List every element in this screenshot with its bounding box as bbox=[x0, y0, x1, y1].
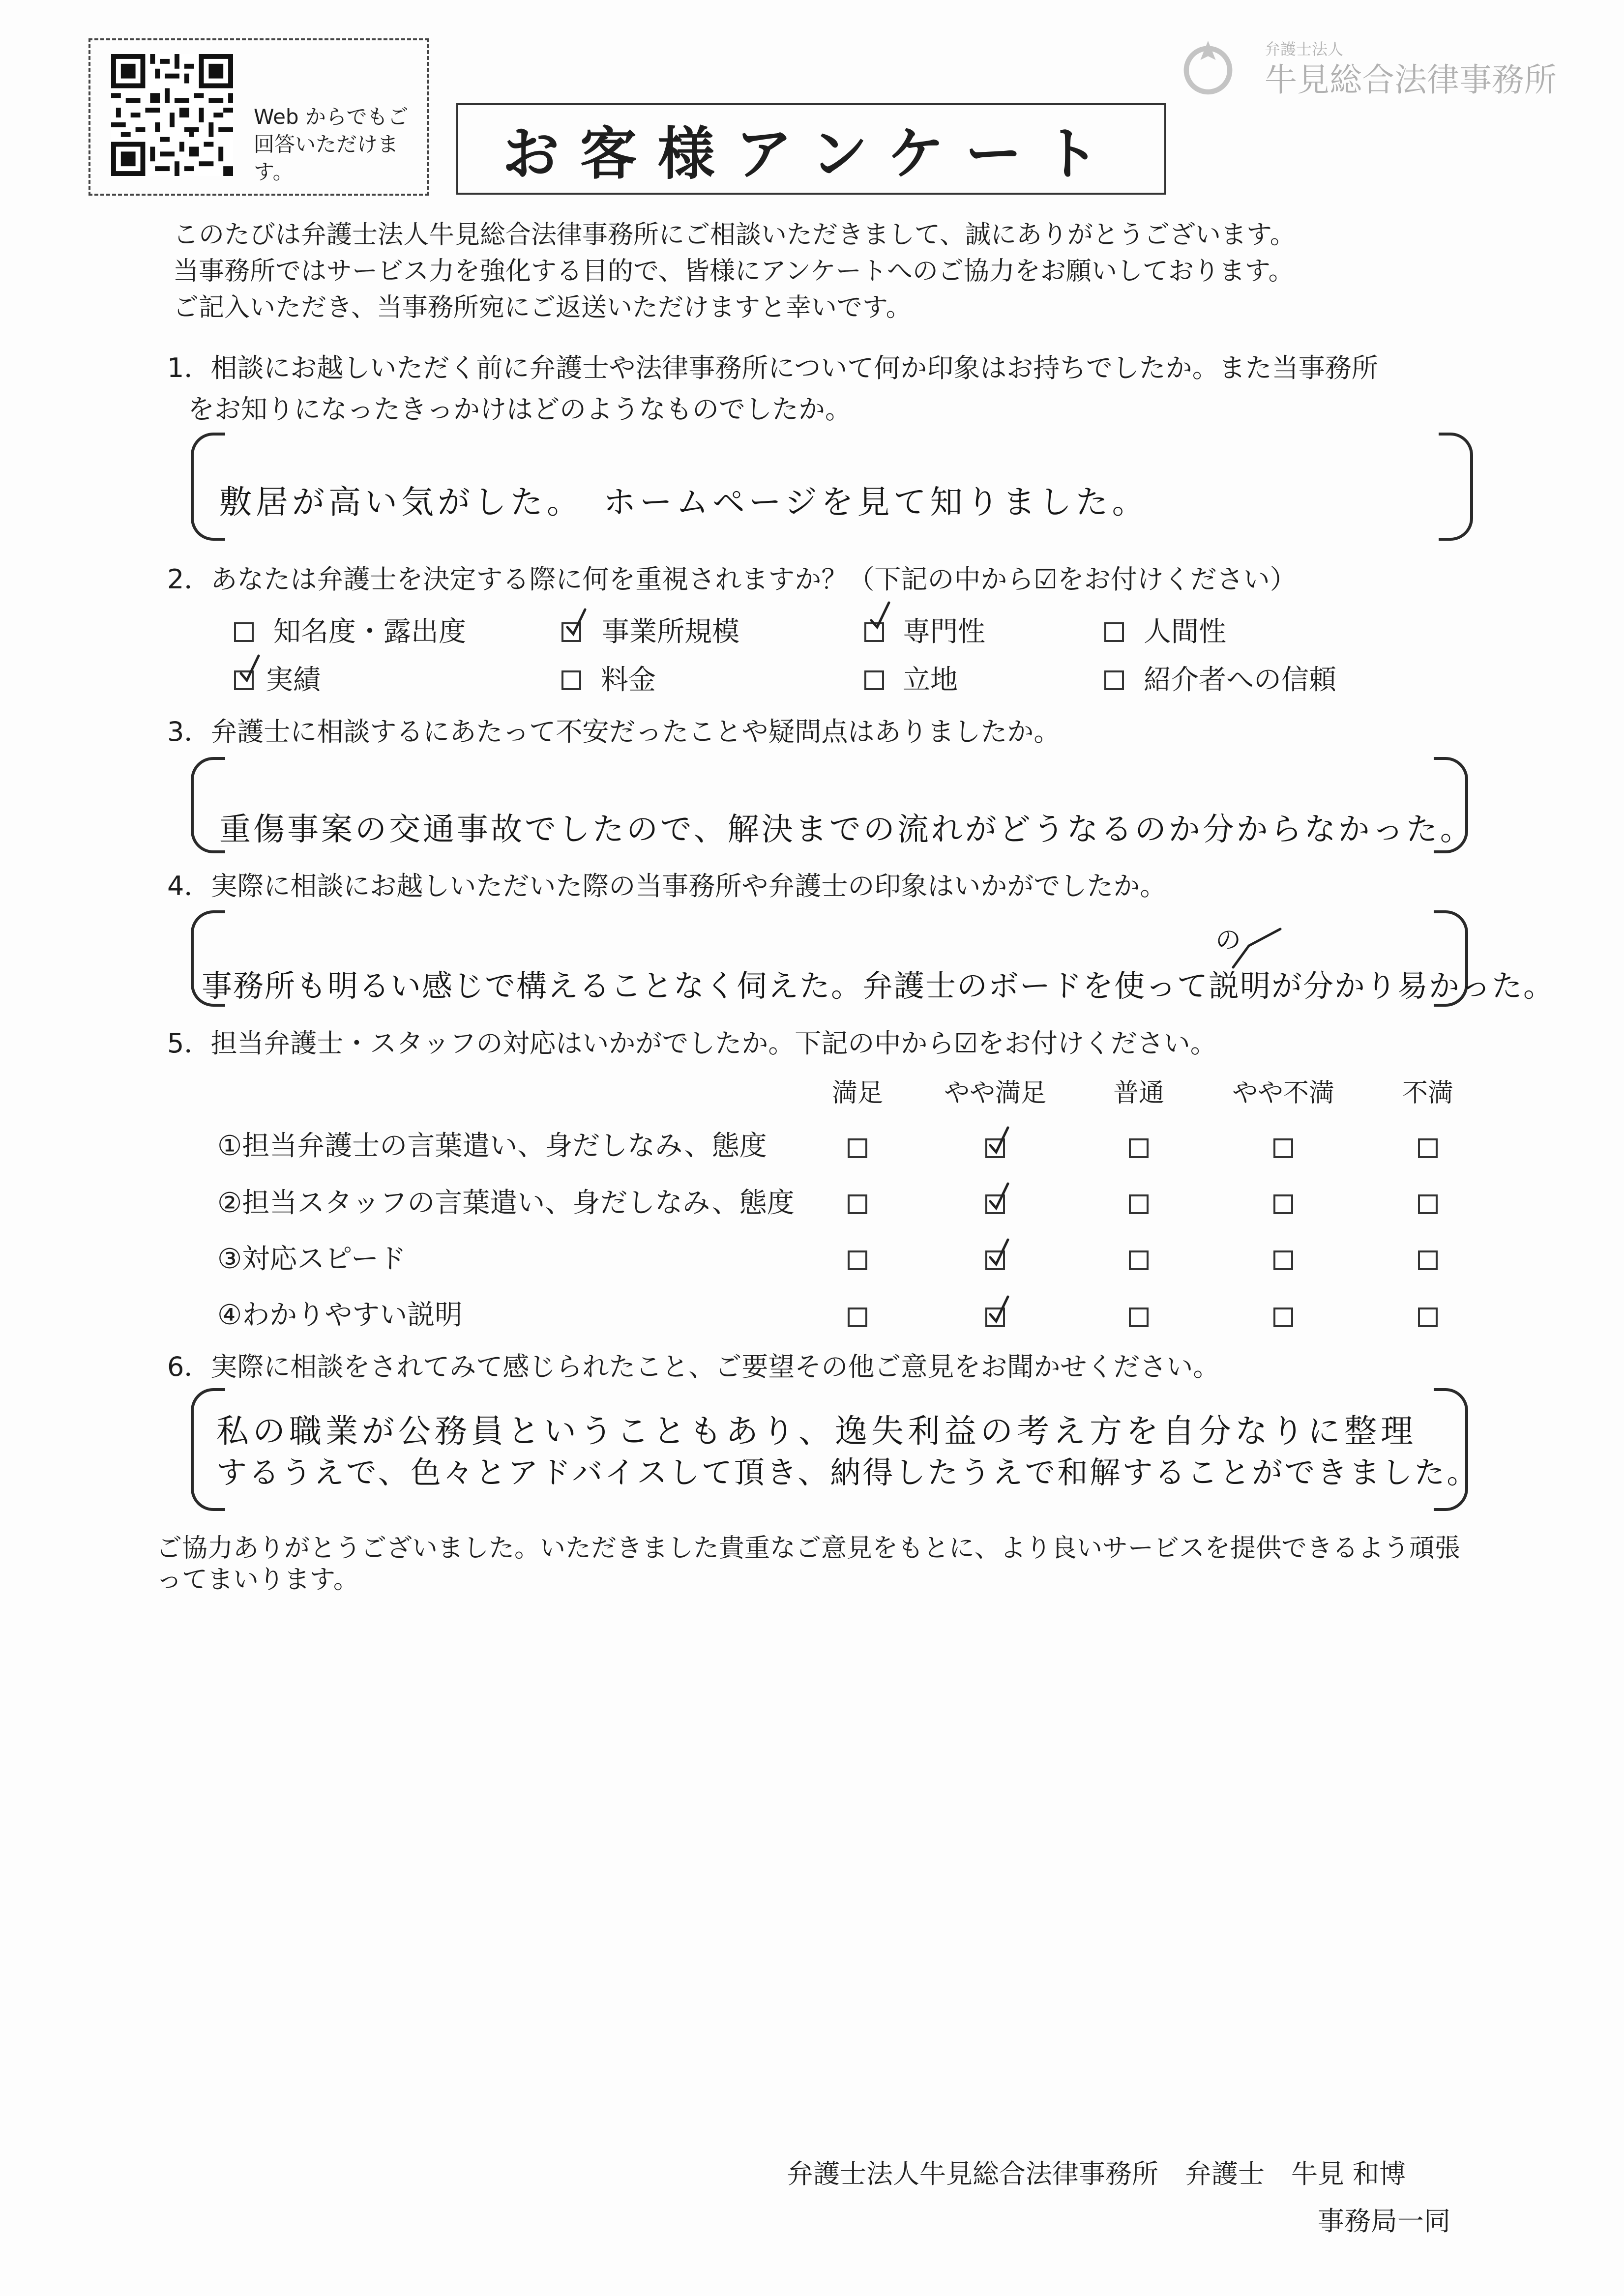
rating-checkbox[interactable] bbox=[848, 1250, 867, 1270]
option-label: 料金 bbox=[601, 664, 656, 696]
option-label: 実績 bbox=[266, 664, 321, 696]
rating-checkbox[interactable] bbox=[1273, 1308, 1293, 1327]
option-checkbox-fee[interactable] bbox=[561, 670, 581, 690]
option-checkbox-personality[interactable] bbox=[1104, 622, 1124, 642]
rating-checkbox[interactable] bbox=[1418, 1250, 1438, 1270]
option-label: 事業所規模 bbox=[602, 616, 739, 648]
question-5-text: 5．担当弁護士・スタッフの対応はいかがでしたか。下記の中から☑をお付けください。 bbox=[167, 1028, 1217, 1059]
check-mark-icon bbox=[988, 1238, 1010, 1267]
rating-row-label: ④わかりやすい説明 bbox=[217, 1299, 463, 1331]
question-4-text: 4．実際に相談にお越しいただいた際の当事務所や弁護士の印象はいかがでしたか。 bbox=[167, 871, 1167, 901]
option-label: 知名度・露出度 bbox=[273, 616, 466, 648]
qr-code-icon[interactable] bbox=[111, 54, 233, 176]
rating-checkbox[interactable] bbox=[848, 1194, 867, 1214]
answer-1-bracket-right bbox=[1439, 433, 1473, 541]
check-mark-icon bbox=[869, 601, 891, 630]
rating-row-label: ③対応スピード bbox=[217, 1243, 406, 1275]
option-label: 紹介者への信頼 bbox=[1144, 664, 1336, 696]
option-label: 立地 bbox=[903, 664, 958, 696]
rating-header: 普通 bbox=[1113, 1078, 1164, 1108]
staff-line: 事務局一同 bbox=[1318, 2206, 1450, 2237]
rating-checkbox[interactable] bbox=[1418, 1308, 1438, 1327]
option-label: 人間性 bbox=[1144, 616, 1226, 648]
answer-3-handwriting[interactable]: 重傷事案の交通事故でしたので、解決までの流れがどうなるのか分からなかった。 bbox=[219, 812, 1474, 848]
intro-line: このたびは弁護士法人牛見総合法律事務所にご相談いただきまして、誠にありがとうございます。 bbox=[173, 220, 1296, 250]
firm-logo-small-text: 弁護士法人 bbox=[1265, 40, 1344, 58]
intro-line: ご記入いただき、当事務所宛にご返送いただけますと幸いです。 bbox=[173, 293, 912, 322]
rating-header: 不満 bbox=[1402, 1078, 1453, 1108]
answer-6-handwriting-line2[interactable]: するうえで、色々とアドバイスして頂き、納得したうえで和解することができました。 bbox=[216, 1454, 1479, 1490]
check-mark-icon bbox=[988, 1126, 1010, 1155]
rating-header: 満足 bbox=[831, 1078, 883, 1108]
page-title: お客様アンケート bbox=[502, 120, 1121, 187]
rating-checkbox[interactable] bbox=[848, 1308, 867, 1327]
option-label: 専門性 bbox=[903, 616, 985, 648]
rating-row-label: ②担当スタッフの言葉遣い、身だしなみ、態度 bbox=[217, 1187, 795, 1219]
check-mark-icon bbox=[988, 1295, 1010, 1324]
answer-4-insertion-mark: の bbox=[1215, 926, 1245, 955]
rating-header: やや不満 bbox=[1232, 1078, 1334, 1108]
option-checkbox-referrer-trust[interactable] bbox=[1104, 670, 1124, 690]
web-answer-text: Web からでもご回答いただけます。 bbox=[254, 105, 409, 184]
question-2-text: 2．あなたは弁護士を決定する際に何を重視されますか？（下記の中から☑をお付けください） bbox=[167, 564, 1297, 595]
check-mark-icon bbox=[565, 608, 587, 637]
rating-checkbox[interactable] bbox=[848, 1138, 867, 1158]
option-checkbox-name-recognition[interactable] bbox=[234, 622, 254, 642]
answer-4-handwriting[interactable]: 事務所も明るい感じで構えることなく伺えた。弁護士のボードを使って説明が分かり易かった。 bbox=[202, 968, 1555, 1004]
question-3-text: 3．弁護士に相談するにあたって不安だったことや疑問点はありましたか。 bbox=[167, 716, 1061, 747]
signature-line: 弁護士法人牛見総合法律事務所 弁護士 牛見 和博 bbox=[787, 2158, 1406, 2189]
check-mark-icon bbox=[988, 1182, 1010, 1211]
footer-thanks: ご協力ありがとうございました。いただきました貴重なご意見をもとに、より良いサービスを提供できるよう頑張ってまいります。 bbox=[156, 1534, 1461, 1595]
answer-6-handwriting-line1[interactable]: 私の職業が公務員ということもあり、逸失利益の考え方を自分なりに整理 bbox=[216, 1412, 1417, 1450]
rating-checkbox[interactable] bbox=[1418, 1138, 1438, 1158]
option-checkbox-location[interactable] bbox=[864, 670, 884, 690]
firm-logo-name: 牛見総合法律事務所 bbox=[1265, 61, 1557, 99]
rating-row-label: ①担当弁護士の言葉遣い、身だしなみ、態度 bbox=[217, 1130, 767, 1162]
question-1-text: 1．相談にお越しいただく前に弁護士や法律事務所について何か印象はお持ちでしたか。また当事務所 bbox=[167, 352, 1378, 383]
answer-1-handwriting[interactable]: 敷居が高い気がした。 ホームページを見て知りました。 bbox=[219, 483, 1149, 521]
rating-checkbox[interactable] bbox=[1129, 1138, 1149, 1158]
question-1-text-cont: をお知りになったきっかけはどのようなものでしたか。 bbox=[188, 394, 852, 425]
rating-checkbox[interactable] bbox=[1273, 1250, 1293, 1270]
check-mark-icon bbox=[239, 654, 261, 683]
question-6-text: 6．実際に相談をされてみて感じられたこと、ご要望その他ご意見をお聞かせください。 bbox=[167, 1351, 1220, 1382]
rating-checkbox[interactable] bbox=[1273, 1194, 1293, 1214]
firm-logo-icon bbox=[1176, 34, 1240, 98]
rating-checkbox[interactable] bbox=[1418, 1194, 1438, 1214]
rating-header: やや満足 bbox=[944, 1078, 1046, 1108]
rating-checkbox[interactable] bbox=[1129, 1308, 1149, 1327]
intro-line: 当事務所ではサービス力を強化する目的で、皆様にアンケートへのご協力をお願いしております。 bbox=[173, 257, 1294, 286]
rating-checkbox[interactable] bbox=[1129, 1194, 1149, 1214]
rating-checkbox[interactable] bbox=[1129, 1250, 1149, 1270]
rating-checkbox[interactable] bbox=[1273, 1138, 1293, 1158]
